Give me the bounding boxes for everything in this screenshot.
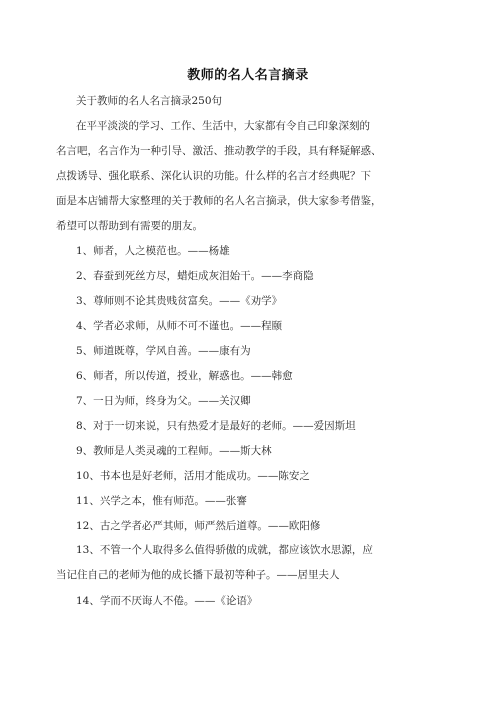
intro-line: 名言吧，名言作为一种引导、激活、推动教学的手段，具有释疑解惑、 bbox=[56, 145, 382, 157]
quote-item: 12、古之学者必严其师，师严然后道尊。——欧阳修 bbox=[76, 520, 321, 532]
intro-line: 面是本店铺帮大家整理的关于教师的名人名言摘录，供大家参考借鉴， bbox=[56, 195, 382, 207]
quote-item: 9、教师是人类灵魂的工程师。——斯大林 bbox=[76, 445, 272, 457]
quote-item: 4、学者必求师，从师不可不谨也。——程颐 bbox=[76, 320, 283, 332]
quote-item: 5、师道既尊，学风自善。——康有为 bbox=[76, 345, 251, 357]
quote-line: 当记住自己的老师为他的成长播下最初等种子。——居里夫人 bbox=[56, 569, 340, 581]
quote-item: 11、兴学之本，惟有师范。——张謇 bbox=[76, 495, 247, 507]
quote-item: 7、一日为师，终身为父。——关汉卿 bbox=[76, 395, 251, 407]
quote-item-multiline bbox=[56, 538, 442, 588]
quote-line: 13、不管一个人取得多么值得骄傲的成就，都应该饮水思源，应 bbox=[76, 544, 373, 556]
quote-item: 6、师者，所以传道，授业，解惑也。——韩愈 bbox=[76, 370, 293, 382]
quote-item: 2、春蚕到死丝方尽，蜡炬成灰泪始干。——李商隐 bbox=[76, 270, 314, 282]
subtitle: 关于教师的名人名言摘录250句 bbox=[76, 95, 223, 107]
quote-item: 14、学而不厌诲人不倦。——《论语》 bbox=[76, 595, 258, 607]
intro-line: 点拨诱导、强化联系、深化认识的功能。什么样的名言才经典呢？下 bbox=[56, 170, 371, 182]
intro-line: 在平平淡淡的学习、工作、生活中，大家都有令自己印象深刻的 bbox=[76, 120, 370, 132]
intro-paragraph bbox=[56, 114, 442, 239]
quote-item: 1、师者，人之模范也。——杨雄 bbox=[76, 245, 230, 257]
page-title: 教师的名人名言摘录 bbox=[187, 68, 309, 83]
intro-line: 希望可以帮助到有需要的朋友。 bbox=[56, 220, 203, 232]
quote-item: 3、尊师则不论其贵贱贫富矣。——《劝学》 bbox=[76, 295, 283, 307]
quote-item: 10、书本也是好老师，活用才能成功。——陈安之 bbox=[76, 470, 310, 482]
quote-item: 8、对于一切来说，只有热爱才是最好的老师。——爱因斯坦 bbox=[76, 420, 356, 432]
